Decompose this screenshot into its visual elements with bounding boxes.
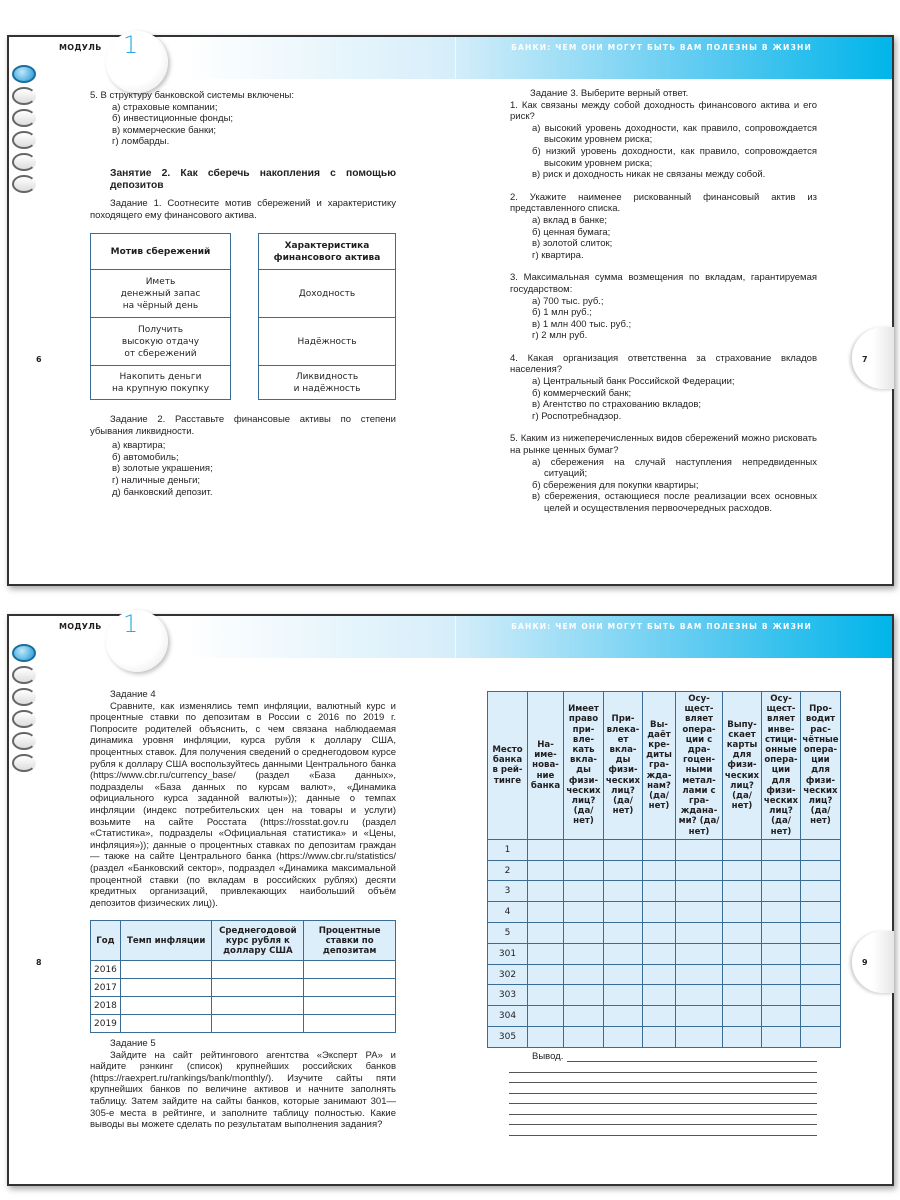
answer-option: в) сбережения, остающиеся после реализации всех основных целей и осуществления первоочередных расходов. xyxy=(532,491,817,514)
input-cell[interactable] xyxy=(723,1006,762,1027)
input-cell[interactable] xyxy=(643,985,676,1006)
answer-option: в) золотой слиток; xyxy=(532,238,613,250)
answer-option: б) 1 млн руб.; xyxy=(532,307,592,319)
input-cell[interactable] xyxy=(604,860,643,881)
answer-option: б) инвестиционные фонды; xyxy=(112,113,234,125)
task-title: Задание 4 xyxy=(110,689,156,700)
table-row xyxy=(91,997,396,1015)
input-cell[interactable] xyxy=(528,839,564,860)
input-cell[interactable] xyxy=(604,964,643,985)
table-row xyxy=(488,839,841,860)
input-cell[interactable] xyxy=(212,979,304,997)
column-header: Выпу- скает карты для физи- ческих лиц? (да/ нет) xyxy=(723,692,762,840)
input-cell[interactable] xyxy=(564,923,604,944)
input-cell[interactable] xyxy=(643,964,676,985)
input-cell[interactable] xyxy=(801,923,841,944)
input-cell[interactable] xyxy=(528,881,564,902)
input-cell[interactable] xyxy=(723,923,762,944)
input-cell[interactable] xyxy=(676,902,723,923)
question: 4. Какая организация ответственна за страхование вкладов населения? xyxy=(510,352,817,376)
input-cell[interactable] xyxy=(564,1006,604,1027)
input-cell[interactable] xyxy=(676,923,723,944)
table-cell: Получить высокую отдачу от сбережений xyxy=(91,318,230,366)
column-header: Осу- щест- вляет инве- стици- онные опера- ции для физи- ческих лиц? (да/ нет) xyxy=(762,692,801,840)
input-cell[interactable] xyxy=(676,860,723,881)
rank-cell: 1 xyxy=(488,839,528,860)
input-cell[interactable] xyxy=(801,985,841,1006)
table-row xyxy=(91,979,396,997)
table-row xyxy=(488,985,841,1006)
page-7-content xyxy=(510,88,817,515)
table-cell: Надёжность xyxy=(259,318,395,366)
answer-option: в) Агентство по страхованию вкладов; xyxy=(532,399,702,411)
task-5 xyxy=(90,1038,396,1131)
page-number: 7 xyxy=(862,355,868,364)
spread-pages-8-9 xyxy=(7,610,894,1186)
task-text: Задание 2. Расставьте финансовые активы по степени убывания ликвидности. xyxy=(90,414,396,437)
input-cell[interactable] xyxy=(762,985,801,1006)
input-cell[interactable] xyxy=(564,964,604,985)
input-cell[interactable] xyxy=(528,964,564,985)
input-cell[interactable] xyxy=(604,943,643,964)
column-header: Темп инфляции xyxy=(120,921,212,961)
rank-cell: 2 xyxy=(488,860,528,881)
input-cell[interactable] xyxy=(676,1027,723,1048)
table-row xyxy=(91,1015,396,1033)
input-cell[interactable] xyxy=(801,964,841,985)
input-cell[interactable] xyxy=(643,1027,676,1048)
table-cell: Ликвидность и надёжность xyxy=(293,371,361,394)
input-cell[interactable] xyxy=(528,943,564,964)
conclusion-label: Вывод. xyxy=(532,1051,564,1062)
input-cell[interactable] xyxy=(604,1027,643,1048)
characteristics-table xyxy=(258,233,396,400)
rank-cell: 302 xyxy=(488,964,528,985)
column-header: При- влека- ет вкла- ды физи- ческих лиц? (да/ нет) xyxy=(604,692,643,840)
column-header: Процентные ставки по депозитам xyxy=(304,921,396,961)
table-row xyxy=(488,1006,841,1027)
input-cell[interactable] xyxy=(212,961,304,979)
input-cell[interactable] xyxy=(723,964,762,985)
answer-option: а) высокий уровень доходности, как правило, сопровождается высоким уровнем риска; xyxy=(532,122,817,146)
input-cell[interactable] xyxy=(564,881,604,902)
question: 5. Каким из нижеперечисленных видов сбережений можно рисковать на рынке ценных бумаг? xyxy=(510,433,817,457)
task-text: Зайдите на сайт рейтингового агентства «Эксперт РА» и найдите рэнкинг (список) крупнейших российских банков (https://raexpert.ru/rankings/bank/monthly/). Изучите сайты пяти крупнейших банков по величине активов и начните заполнять таблицу. Затем зайдите на сайты банков, которые занимают 301—305-е места в рейтинге, и заполните таблицу полностью. Какие выводы вы можете сделать по результатам выполнения задания? xyxy=(90,1049,396,1131)
input-cell[interactable] xyxy=(762,881,801,902)
answer-option: д) банковский депозит. xyxy=(112,486,213,498)
page-number: 8 xyxy=(36,958,42,967)
input-cell[interactable] xyxy=(528,860,564,881)
input-cell[interactable] xyxy=(676,943,723,964)
input-cell[interactable] xyxy=(304,997,396,1015)
input-cell[interactable] xyxy=(564,839,604,860)
input-cell[interactable] xyxy=(643,923,676,944)
bank-ranking-table xyxy=(487,691,841,1048)
input-cell[interactable] xyxy=(723,860,762,881)
input-cell[interactable] xyxy=(604,1006,643,1027)
input-cell[interactable] xyxy=(676,839,723,860)
task-text: Задание 1. Соотнесите мотив сбережений и характеристику походящего ему финансового актива. xyxy=(90,197,396,221)
input-cell[interactable] xyxy=(676,1006,723,1027)
input-cell[interactable] xyxy=(528,923,564,944)
input-cell[interactable] xyxy=(643,902,676,923)
input-cell[interactable] xyxy=(723,902,762,923)
input-cell[interactable] xyxy=(801,881,841,902)
input-cell[interactable] xyxy=(723,985,762,1006)
column-header: Место банка в рей- тинге xyxy=(488,692,528,840)
answer-option: б) ценная бумага; xyxy=(532,226,611,238)
answer-option: г) наличные деньги; xyxy=(112,474,201,486)
input-cell[interactable] xyxy=(676,964,723,985)
answer-option: а) вклад в банке; xyxy=(532,214,608,226)
question: 5. В структуру банковской системы включены: xyxy=(90,90,295,101)
module-number: 1 xyxy=(123,610,139,638)
task-text: Сравните, как изменялись темп инфляции, валютный курс и процентные ставки по депозитам в России с 2016 по 2019 г. Попросите родителей объяснить, с чем связана наблюдаемая динамика уровня инфляции, курса рубля к доллару США, процентных ставок. Для получения сведений о среднегодовом курсе рубля к доллару США воспользуйтесь данными Центрального банка (https://www.cbr.ru/currency_base/ (раздел «База данных», подразделы «База данных по курсам валют», «Динамика официального курса заданной валюты»)); данные о темпах инфляции (индекс потребительских цен на товары и услуги) возьмите на сайте Росстата (https://rosstat.gov.ru (раздел «Статистика», подразделы «Официальная статистика» и «Цены, инфляция»)); данные о процентных ставках по депозитам граждан — также на сайте Центрального банка (https://www.cbr.ru/statistics/ (раздел «Банковский сектор», подраздел «Динамика максимальной процентной ставки (по вкладам в российских рублях) десяти кредитных организаций, привлекающих наибольший объём депозитов физических лиц)). xyxy=(90,700,396,909)
input-cell[interactable] xyxy=(643,1006,676,1027)
table-row xyxy=(488,902,841,923)
answer-line[interactable] xyxy=(509,1072,817,1073)
rank-cell: 303 xyxy=(488,985,528,1006)
answer-option: г) ломбарды. xyxy=(112,136,170,148)
answer-option: в) 1 млн 400 тыс. руб.; xyxy=(532,318,632,330)
input-cell[interactable] xyxy=(801,860,841,881)
answer-option: г) 2 млн руб. xyxy=(532,330,588,342)
input-cell[interactable] xyxy=(723,839,762,860)
answer-option: а) сбережения на случай наступления непредвиденных ситуаций; xyxy=(532,456,817,480)
question: 2. Укажите наименее рискованный финансовый актив из представленного списка. xyxy=(510,191,817,215)
task-title: Задание 5 xyxy=(110,1038,156,1049)
input-cell[interactable] xyxy=(120,961,212,979)
page-tab xyxy=(852,931,894,993)
task-2 xyxy=(90,414,396,498)
module-label: МОДУЛЬ xyxy=(59,622,102,631)
input-cell[interactable] xyxy=(564,902,604,923)
answer-option: в) коммерческие банки; xyxy=(112,124,217,136)
answer-option: б) низкий уровень доходности, как правило, сопровождается высоким уровнем риска; xyxy=(532,145,817,169)
input-cell[interactable] xyxy=(604,923,643,944)
input-cell[interactable] xyxy=(762,860,801,881)
binder-rings xyxy=(12,65,36,197)
input-cell[interactable] xyxy=(120,997,212,1015)
input-cell[interactable] xyxy=(762,839,801,860)
input-cell[interactable] xyxy=(762,923,801,944)
running-title: БАНКИ: ЧЕМ ОНИ МОГУТ БЫТЬ ВАМ ПОЛЕЗНЫ В ЖИЗНИ xyxy=(511,43,812,52)
column-header: Вы- даёт кре- диты гра- жда- нам? (да/ нет) xyxy=(643,692,676,840)
input-cell[interactable] xyxy=(676,985,723,1006)
page-6-content xyxy=(90,90,396,221)
answer-option: а) 700 тыс. руб.; xyxy=(532,295,604,307)
table-row xyxy=(488,943,841,964)
input-cell[interactable] xyxy=(564,943,604,964)
input-cell[interactable] xyxy=(762,902,801,923)
input-cell[interactable] xyxy=(564,860,604,881)
answer-option: г) Роспотребнадзор. xyxy=(532,410,622,422)
input-cell[interactable] xyxy=(604,985,643,1006)
inflation-table xyxy=(90,920,396,1033)
rank-cell: 3 xyxy=(488,881,528,902)
answer-line[interactable] xyxy=(509,1103,817,1104)
input-cell[interactable] xyxy=(643,881,676,902)
task-title: Задание 3. Выберите верный ответ. xyxy=(530,88,689,99)
answer-option: в) риск и доходность никак не связаны между собой. xyxy=(532,169,766,181)
table-header: Мотив сбережений xyxy=(91,234,230,270)
rank-cell: 301 xyxy=(488,943,528,964)
input-cell[interactable] xyxy=(528,1027,564,1048)
input-cell[interactable] xyxy=(676,881,723,902)
binder-rings xyxy=(12,644,36,776)
input-cell[interactable] xyxy=(564,1027,604,1048)
input-cell[interactable] xyxy=(801,1006,841,1027)
input-cell[interactable] xyxy=(304,979,396,997)
input-cell[interactable] xyxy=(762,943,801,964)
input-cell[interactable] xyxy=(801,902,841,923)
module-number: 1 xyxy=(123,31,139,59)
year-cell: 2017 xyxy=(91,979,121,997)
input-cell[interactable] xyxy=(604,881,643,902)
answer-line[interactable] xyxy=(509,1135,817,1136)
input-cell[interactable] xyxy=(723,943,762,964)
table-header: Характеристика финансового актива xyxy=(259,234,395,270)
input-cell[interactable] xyxy=(762,964,801,985)
table-row xyxy=(488,1027,841,1048)
table-cell: Иметь денежный запас на чёрный день xyxy=(91,270,230,318)
input-cell[interactable] xyxy=(801,943,841,964)
input-cell[interactable] xyxy=(643,839,676,860)
table-row xyxy=(488,881,841,902)
answer-line[interactable] xyxy=(509,1082,817,1083)
running-title: БАНКИ: ЧЕМ ОНИ МОГУТ БЫТЬ ВАМ ПОЛЕЗНЫ В ЖИЗНИ xyxy=(511,622,812,631)
column-header: Имеет право при- вле- кать вкла- ды физи- ческих лиц? (да/ нет) xyxy=(564,692,604,840)
answer-line[interactable] xyxy=(509,1124,817,1125)
module-label: МОДУЛЬ xyxy=(59,43,102,52)
table-row xyxy=(488,964,841,985)
motives-table xyxy=(90,233,231,400)
input-cell[interactable] xyxy=(604,839,643,860)
rank-cell: 5 xyxy=(488,923,528,944)
input-cell[interactable] xyxy=(604,902,643,923)
page-number: 6 xyxy=(36,355,42,364)
input-cell[interactable] xyxy=(212,1015,304,1033)
question: 3. Максимальная сумма возмещения по вкладам, гарантируемая государством: xyxy=(510,272,817,295)
input-cell[interactable] xyxy=(643,943,676,964)
answer-option: б) сбережения для покупки квартиры; xyxy=(532,479,699,491)
input-cell[interactable] xyxy=(304,1015,396,1033)
rank-cell: 304 xyxy=(488,1006,528,1027)
table-cell: Накопить деньги на крупную покупку xyxy=(111,371,210,394)
input-cell[interactable] xyxy=(528,1006,564,1027)
table-cell: Доходность xyxy=(259,270,395,318)
year-cell: 2016 xyxy=(91,961,121,979)
column-header: Про- водит рас- чётные опера- ции для физи- ческих лиц? (да/ нет) xyxy=(801,692,841,840)
question: 1. Как связаны между собой доходность финансового актива и его риск? xyxy=(510,99,817,123)
table-row xyxy=(488,923,841,944)
answer-line[interactable] xyxy=(509,1093,817,1094)
answer-option: а) страховые компании; xyxy=(112,101,218,113)
answer-line[interactable] xyxy=(509,1114,817,1115)
answer-option: а) Центральный банк Российской Федерации; xyxy=(532,376,735,388)
task-4 xyxy=(90,689,396,909)
input-cell[interactable] xyxy=(564,985,604,1006)
table-row xyxy=(91,961,396,979)
page-number: 9 xyxy=(862,958,868,967)
input-cell[interactable] xyxy=(723,1027,762,1048)
input-cell[interactable] xyxy=(801,839,841,860)
input-cell[interactable] xyxy=(643,860,676,881)
lesson-title: Занятие 2. Как сберечь накопления с помощью депозитов xyxy=(110,167,396,192)
answer-option: б) автомобиль; xyxy=(112,451,179,463)
rank-cell: 305 xyxy=(488,1027,528,1048)
table-row xyxy=(488,860,841,881)
year-cell: 2019 xyxy=(91,1015,121,1033)
column-header: Год xyxy=(91,921,121,961)
answer-option: а) квартира; xyxy=(112,440,166,452)
input-cell[interactable] xyxy=(120,979,212,997)
input-cell[interactable] xyxy=(304,961,396,979)
answer-option: г) квартира. xyxy=(532,249,584,261)
spread-pages-6-7 xyxy=(7,31,894,586)
answer-option: б) коммерческий банк; xyxy=(532,387,632,399)
input-cell[interactable] xyxy=(801,1027,841,1048)
page-tab xyxy=(852,327,894,389)
answer-line[interactable] xyxy=(567,1061,817,1062)
column-header: На- име- нова- ние банка xyxy=(528,692,564,840)
column-header: Среднегодовой курс рубля к доллару США xyxy=(212,921,304,961)
input-cell[interactable] xyxy=(528,985,564,1006)
rank-cell: 4 xyxy=(488,902,528,923)
input-cell[interactable] xyxy=(762,1006,801,1027)
input-cell[interactable] xyxy=(212,997,304,1015)
table-header-row xyxy=(91,921,396,961)
year-cell: 2018 xyxy=(91,997,121,1015)
answer-option: в) золотые украшения; xyxy=(112,463,213,475)
column-header: Осу- щест- вляет опера- ции с дра- гоцен- ными метал- лами с гра- ждана- ми? (да/нет) xyxy=(676,692,723,840)
input-cell[interactable] xyxy=(762,1027,801,1048)
input-cell[interactable] xyxy=(723,881,762,902)
input-cell[interactable] xyxy=(528,902,564,923)
input-cell[interactable] xyxy=(120,1015,212,1033)
table-header-row xyxy=(488,692,841,840)
